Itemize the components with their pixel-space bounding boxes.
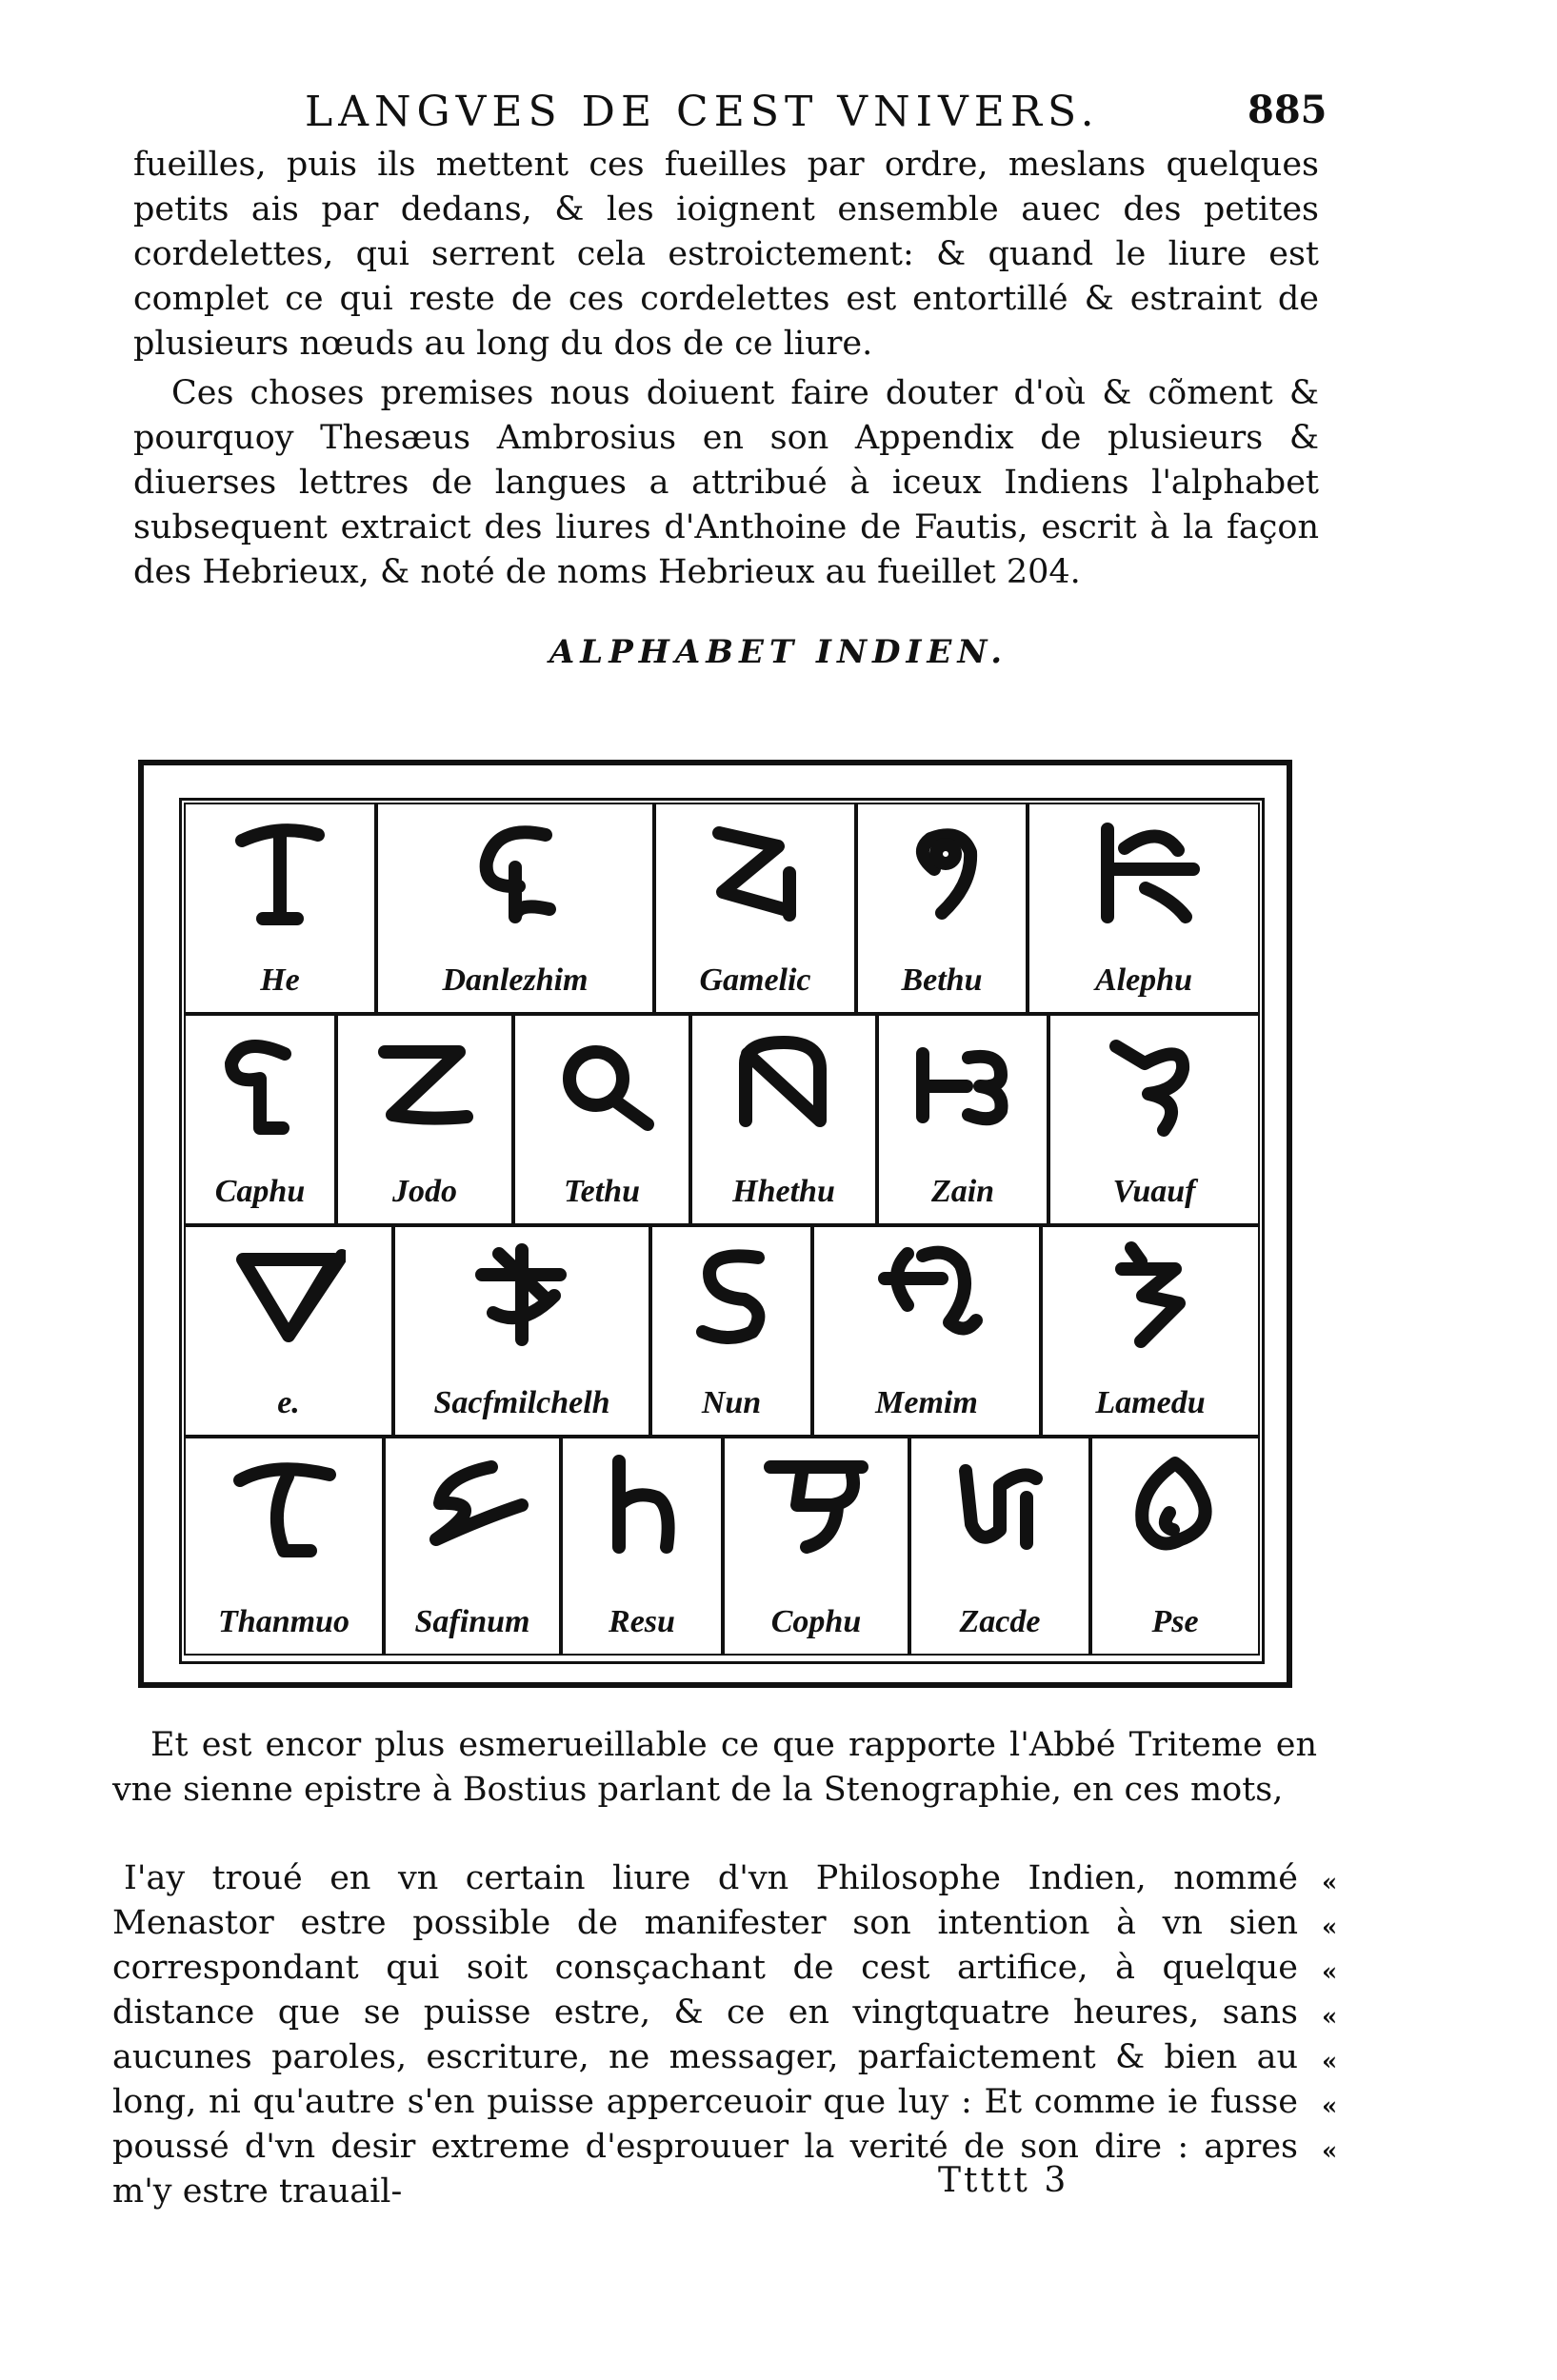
paragraph-4: I'ay troué en vn certain liure d'vn Philosophe Indien, nommé Menastor estre possible de manifester son intention à vn sien correspondant qui soit consçachant de cest artifice, à quelque distance que se puisse estre, & ce en vingtquatre heures, sans aucunes paroles, escriture, ne messager, parfaictement & bien au long, ni qu'autre s'en puisse apperceuoir que luy : Et comme ie fusse poussé d'vn desir extreme d'esprouuer la verité de son dire : apres m'y estre trauail-: [112, 1859, 1298, 2211]
letter-cell: [336, 1014, 513, 1225]
alphabet-title: ALPHABET INDIEN.: [549, 633, 1008, 671]
cophu-glyph-icon: [759, 1448, 873, 1562]
letter-cell: [1090, 1437, 1260, 1656]
letter-cell: [812, 1225, 1041, 1437]
letter-name: Lamedu: [1095, 1385, 1206, 1420]
memim-glyph-icon: [869, 1237, 984, 1351]
letter-name: Pse: [1151, 1604, 1199, 1639]
letter-cell: [184, 1225, 393, 1437]
alphabet-row-1: [184, 803, 1260, 1014]
letter-name: Sacfmilchelh: [433, 1385, 610, 1420]
letter-cell: [384, 1437, 561, 1656]
safinum-glyph-icon: [415, 1448, 529, 1562]
quote-mark: «: [1322, 1958, 1338, 1987]
caphu-glyph-icon: [203, 1025, 317, 1140]
letter-name: Hhethu: [732, 1174, 835, 1209]
letter-cell: [723, 1437, 909, 1656]
letter-name: Gamelic: [699, 962, 811, 998]
letter-name: Caphu: [214, 1174, 306, 1209]
running-title: LANGVES DE CEST VNIVERS.: [305, 88, 1100, 136]
letter-cell: [1041, 1225, 1260, 1437]
letter-name: Danlezhim: [442, 962, 589, 998]
letter-cell: [1028, 803, 1260, 1014]
letter-name: Memim: [875, 1385, 978, 1420]
letter-name: e.: [277, 1385, 300, 1420]
sacfmilchelh-glyph-icon: [465, 1237, 579, 1351]
letter-cell: [690, 1014, 877, 1225]
alphabet-row-4: [184, 1437, 1260, 1656]
letter-name: Bethu: [901, 962, 983, 998]
tethu-glyph-icon: [545, 1025, 659, 1140]
lamedu-glyph-icon: [1093, 1237, 1208, 1351]
letter-cell: [184, 1437, 384, 1656]
letter-name: Safinum: [414, 1604, 530, 1639]
jodo-glyph-icon: [368, 1025, 482, 1140]
quote-mark: «: [1322, 2092, 1338, 2121]
e-glyph-icon: [231, 1237, 346, 1351]
letter-cell: [650, 1225, 812, 1437]
letter-cell: [856, 803, 1028, 1014]
letter-cell: [1048, 1014, 1260, 1225]
quote-mark: «: [1322, 2003, 1338, 2032]
letter-cell: [376, 803, 654, 1014]
letter-name: Alephu: [1094, 962, 1193, 998]
alphabet-row-3: [184, 1225, 1260, 1437]
letter-cell: [393, 1225, 650, 1437]
hhethu-glyph-icon: [727, 1025, 841, 1140]
letter-name: Cophu: [770, 1604, 862, 1639]
quote-mark: «: [1322, 1869, 1338, 1897]
alphabet-row-2: [184, 1014, 1260, 1225]
letter-name: Jodo: [392, 1174, 457, 1209]
paragraph-1: fueilles, puis ils mettent ces fueilles par ordre, meslans quelques petits ais par dedans, & les ioignent ensemble auec des petites cordelettes, qui serrent cela estroictement: & quand le liure est complet ce qui reste de ces cordelettes est entortillé & estraint de plusieurs nœuds au long du dos de ce liure.: [133, 146, 1319, 363]
page-number: 885: [1248, 88, 1327, 132]
resu-glyph-icon: [585, 1448, 699, 1562]
letter-cell: [877, 1014, 1048, 1225]
letter-cell: [561, 1437, 723, 1656]
quote-mark: «: [1322, 2137, 1338, 2166]
pse-glyph-icon: [1118, 1448, 1232, 1562]
paragraph-3: Et est encor plus esmerueillable ce que rapporte l'Abbé Triteme en vne sienne epistre à Bostius parlant de la Stenographie, en ces mots,: [112, 1726, 1317, 1809]
letter-name: Resu: [609, 1604, 675, 1639]
he-glyph-icon: [223, 814, 337, 928]
letter-cell: [184, 803, 376, 1014]
danlezhim-glyph-icon: [458, 814, 572, 928]
letter-cell: [513, 1014, 690, 1225]
letter-cell: [654, 803, 856, 1014]
vuauf-glyph-icon: [1097, 1025, 1211, 1140]
bethu-glyph-icon: [885, 814, 999, 928]
letter-name: He: [260, 962, 300, 998]
letter-name: Vuauf: [1112, 1174, 1196, 1209]
quote-mark: «: [1322, 1914, 1338, 1942]
page-header: [0, 88, 1557, 135]
letter-name: Tethu: [563, 1174, 640, 1209]
letter-name: Zain: [930, 1174, 995, 1209]
letter-name: Zacde: [959, 1604, 1041, 1639]
letter-cell: [909, 1437, 1090, 1656]
quote-mark: «: [1322, 2048, 1338, 2076]
nun-glyph-icon: [674, 1237, 788, 1351]
thanmuo-glyph-icon: [227, 1448, 341, 1562]
gamelic-glyph-icon: [698, 814, 812, 928]
zacde-glyph-icon: [943, 1448, 1057, 1562]
letter-name: Thanmuo: [218, 1604, 349, 1639]
letter-cell: [184, 1014, 336, 1225]
zain-glyph-icon: [906, 1025, 1020, 1140]
alephu-glyph-icon: [1087, 814, 1201, 928]
margin-quote-marks: [1322, 1861, 1350, 2174]
paragraph-2: Ces choses premises nous doiuent faire douter d'où & cõment & pourquoy Thesæus Ambrosius en son Appendix de plusieurs & diuerses lettres de langues a attribué à iceux Indiens l'alphabet subsequent extraict des liures d'Anthoine de Fautis, escrit à la façon des Hebrieux, & noté de noms Hebrieux au fueillet 204.: [133, 374, 1319, 591]
letter-name: Nun: [701, 1385, 762, 1420]
signature-mark: Ttttt 3: [938, 2161, 1069, 2200]
